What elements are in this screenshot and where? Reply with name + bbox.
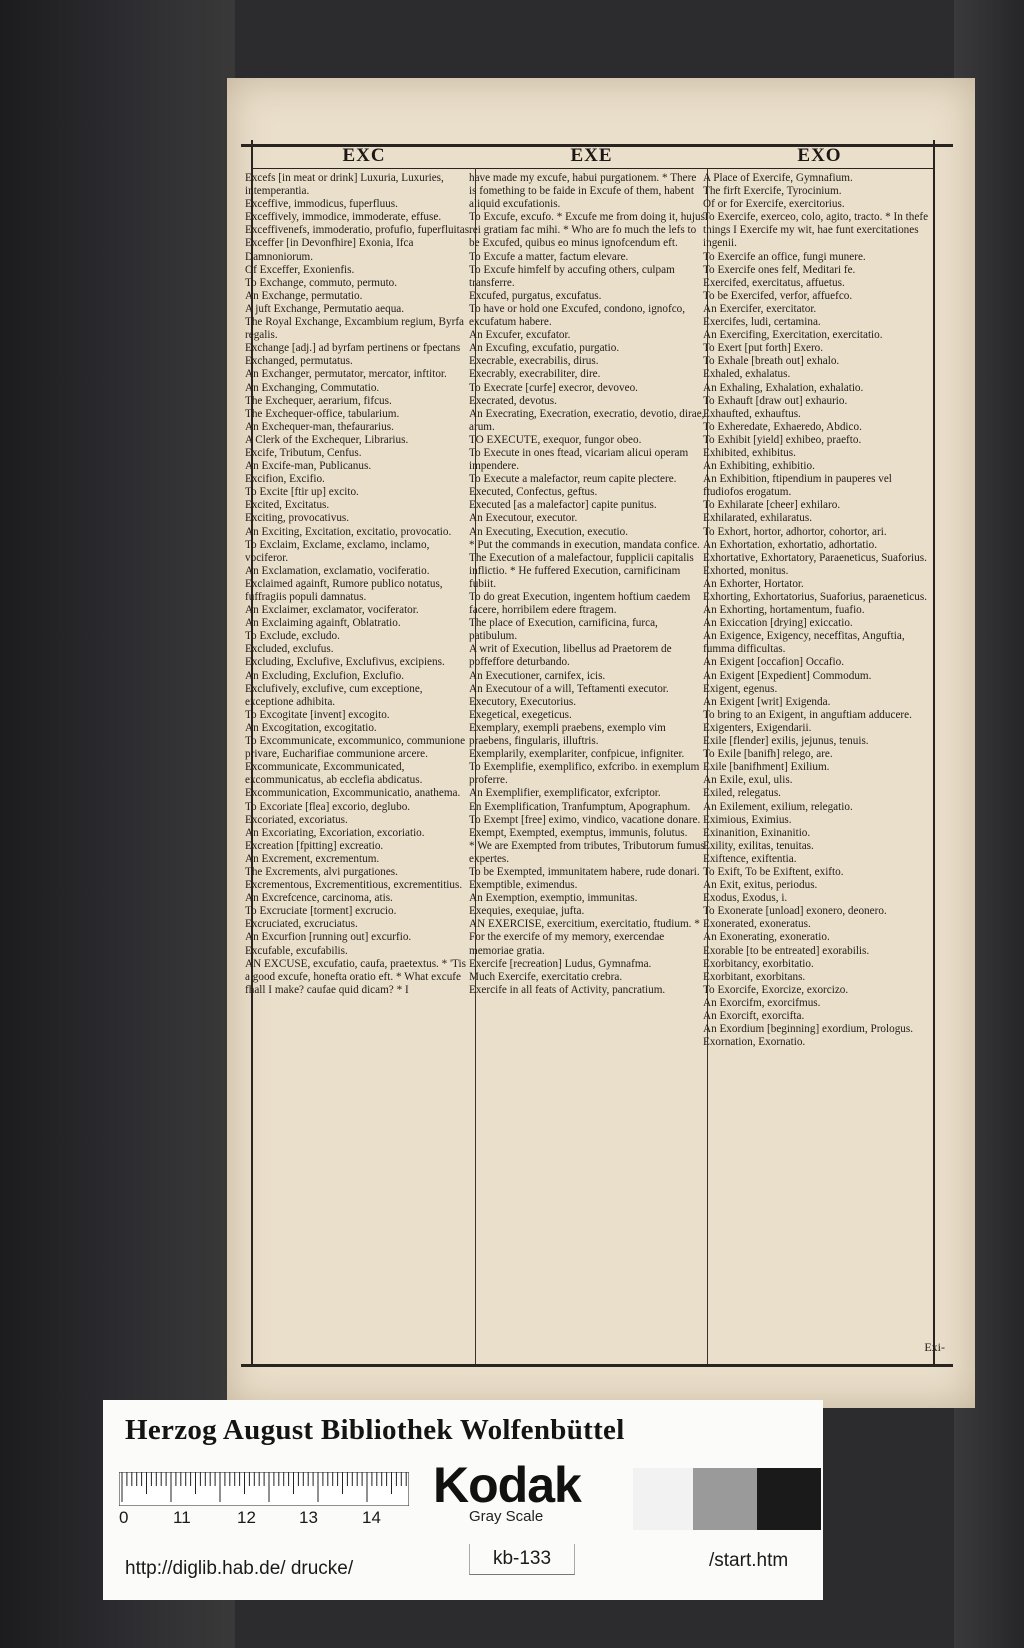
- dictionary-entry: Of Exceffer, Exonienfis.: [245, 263, 355, 276]
- dictionary-entry: The Royal Exchange, Excambium regium, Byrfa regalis.: [245, 316, 465, 342]
- dictionary-entry: A juft Exchange, Permutatio aequa.: [245, 302, 405, 315]
- dictionary-entry: Exonerated, exoneratus.: [703, 918, 811, 931]
- dictionary-entry: An Exorcift, exorcifta.: [703, 1010, 805, 1022]
- dictionary-entry: Excreation [fpitting] excreatio.: [245, 839, 384, 852]
- dictionary-entry: Execrably, execrabiliter, dire.: [469, 368, 601, 381]
- dictionary-entry: A writ of Execution, libellus ad Praetorem de poffeffore deturbando.: [469, 643, 672, 669]
- dictionary-entry: Exclufively, exclufive, cum exceptione, exceptione adhibita.: [245, 682, 423, 708]
- dictionary-entry: An Exigent [Expedient] Commodum.: [703, 669, 872, 682]
- dictionary-entry: The Excrements, alvi purgationes.: [245, 865, 398, 878]
- dictionary-entry: An Exchanging, Commutatio.: [245, 381, 380, 394]
- dictionary-entry: An Executing, Execution, executio.: [469, 525, 629, 538]
- dictionary-entry: An Executioner, carnifex, icis.: [469, 669, 606, 682]
- ruler-labels: [119, 1508, 409, 1530]
- dictionary-entry: Exercifed, exercitatus, affuetus.: [703, 276, 845, 289]
- running-head-center: EXE: [570, 145, 613, 166]
- dictionary-entry: Excluding, Exclufive, Exclufivus, excipiens.: [245, 656, 445, 669]
- dictionary-entry: Exiftence, exiftentia.: [703, 852, 797, 865]
- running-head-left: EXC: [342, 145, 386, 166]
- dictionary-entry: To Exercife ones felf, Meditari fe.: [703, 263, 856, 276]
- dictionary-entry: The Exchequer-office, tabularium.: [245, 407, 400, 420]
- dictionary-entry: To Excommunicate, excommunico, communione privare, Eucharifiae communione arcere.: [245, 735, 466, 761]
- dictionary-entry: An Excoriating, Excoriation, excoriatio.: [245, 826, 425, 839]
- dictionary-entry: Excommunication, Excommunicatio, anathema.: [245, 787, 461, 800]
- ruler-label: 14: [362, 1508, 381, 1527]
- dictionary-entry: To Exhibit [yield] exhibeo, praefto.: [703, 433, 862, 446]
- dictionary-entry: Exclaimed againft, Rumore publico notatus, fuffragiis populi damnatus.: [245, 577, 443, 603]
- shelf-code: kb-133: [469, 1544, 575, 1575]
- dictionary-entry: An Exemption, exemptio, immunitas.: [469, 892, 638, 905]
- dictionary-entry: Of or for Exercife, exercitorius.: [703, 198, 845, 211]
- dictionary-entry: An Exchequer-man, thefaurarius.: [245, 420, 394, 433]
- dictionary-entry: Execrable, execrabilis, dirus.: [469, 355, 599, 368]
- dictionary-entry: An Exclamation, exclamatio, vociferatio.: [245, 564, 430, 577]
- dictionary-entry: Execrated, devotus.: [469, 394, 557, 407]
- dictionary-entry: The firft Exercife, Tyrocinium.: [703, 185, 842, 198]
- dictionary-entry: A Clerk of the Exchequer, Librarius.: [245, 433, 409, 446]
- dictionary-entry: To do great Execution, ingentem hoftium caedem facere, horribilem edere ftragem.: [469, 591, 691, 617]
- dictionary-entry: To Exemplifie, exemplifico, exfcribo. in exemplum proferre.: [469, 761, 700, 787]
- dictionary-entry: To Exheredate, Exhaeredo, Abdico.: [703, 420, 862, 433]
- running-head-right: EXO: [797, 145, 842, 166]
- dictionary-entry: Exceffively, immodice, immoderate, effuse.: [245, 211, 442, 224]
- dictionary-entry: An Exclaimer, exclamator, vociferator.: [245, 604, 419, 617]
- dictionary-entry: An Exit, exitus, periodus.: [703, 879, 818, 892]
- dictionary-entry: Exemplary, exempli praebens, exemplo vim praebens, fingularis, illuftris.: [469, 721, 666, 748]
- dictionary-entry: The Exchequer, aerarium, fifcus.: [245, 394, 392, 407]
- dictionary-entry: To Exercife, exerceo, colo, agito, tracto. * In thefe things I Exercife my wit, hae funt exercitationes ingenii.: [703, 211, 929, 250]
- dictionary-entry: To be Exempted, immunitatem habere, rude donari.: [469, 865, 700, 878]
- dictionary-entry: To Exhilarate [cheer] exhilaro.: [703, 499, 841, 512]
- dictionary-entry: To Excufe a matter, factum elevare.: [469, 250, 629, 263]
- dictionary-entry: Excommunicate, Excommunicated, excommunicatus, ab ecclefia abdicatus.: [245, 761, 423, 787]
- dictionary-column-left: [245, 172, 473, 1362]
- dictionary-entry: To Exorcife, Exorcize, exorcizo.: [703, 983, 849, 996]
- dictionary-entry: An Excrefcence, carcinoma, atis.: [245, 892, 393, 905]
- dictionary-entry: Excoriated, excoriatus.: [245, 813, 348, 826]
- dictionary-entry: The Execution of a malefactour, fupplicii capitalis inflictio. * He fuffered Execution, carnificinam fubiit.: [469, 551, 694, 590]
- dictionary-entry: * Put the commands in execution, mandata confice.: [469, 538, 700, 551]
- dictionary-entry: To Excoriate [flea] excorio, deglubo.: [245, 800, 411, 813]
- dictionary-entry: have made my excufe, habui purgationem. * There is fomething to be faide in Excufe of them, habent aliquid excufationis.: [469, 172, 697, 211]
- dictionary-entry: To Excruciate [torment] excrucio.: [245, 905, 397, 918]
- dictionary-entry: To Exert [put forth] Exero.: [703, 342, 824, 355]
- dictionary-entry: An Excluding, Exclufion, Exclufio.: [245, 669, 405, 682]
- library-title: Herzog August Bibliothek Wolfenbüttel: [125, 1414, 625, 1446]
- dictionary-entry: Exempt, Exempted, exemptus, immunis, folutus.: [469, 826, 688, 839]
- dictionary-entry: Exiled, relegatus.: [703, 787, 781, 800]
- dictionary-entry: An Exilement, exilium, relegatio.: [703, 800, 853, 813]
- dictionary-entry: An Excrement, excrementum.: [245, 852, 380, 865]
- dictionary-entry: To Exclaim, Exclame, exclamo, inclamo, vociferor.: [245, 538, 430, 564]
- dictionary-entry: Exequies, exequiae, jufta.: [469, 905, 585, 918]
- dictionary-entry: An Exonerating, exoneratio.: [703, 931, 830, 944]
- kodak-logo: Kodak: [433, 1457, 581, 1513]
- dictionary-entry: To Execrate [curfe] execror, devoveo.: [469, 381, 638, 394]
- dictionary-entry: Excife, Tributum, Cenfus.: [245, 446, 362, 459]
- dictionary-entry: To Exempt [free] eximo, vindico, vacatione donare.: [469, 813, 701, 826]
- dictionary-entry: An Executour of a will, Teftamenti executor.: [469, 682, 669, 695]
- dictionary-entry: Exhaufted, exhauftus.: [703, 407, 801, 420]
- dictionary-entry: Executed [as a malefactor] capite punitus.: [469, 499, 657, 512]
- dictionary-entry: Excifion, Excifio.: [245, 473, 325, 486]
- dictionary-entry: Exhaled, exhalatus.: [703, 368, 791, 381]
- dictionary-entry: Excufable, excufabilis.: [245, 944, 348, 957]
- dictionary-entry: An Exclaiming againft, Oblatratio.: [245, 617, 401, 630]
- dictionary-entry: To Execute in ones ftead, vicariam alicui operam impendere.: [469, 446, 689, 473]
- dictionary-entry: Exinanition, Exinanitio.: [703, 826, 811, 839]
- dictionary-entry: An Exchanger, permutator, mercator, inftitor.: [245, 368, 447, 381]
- dictionary-entry: To Exhale [breath out] exhalo.: [703, 355, 840, 368]
- dictionary-entry: Exorable [to be entreated] exorabilis.: [703, 944, 870, 957]
- dictionary-entry: Exile [flender] exilis, jejunus, tenuis.: [703, 735, 869, 748]
- dictionary-entry: An Excufing, excufatio, purgatio.: [469, 342, 620, 355]
- dictionary-entry: An Exciting, Excitation, excitatio, provocatio.: [245, 525, 452, 538]
- dictionary-entry: An Exordium [beginning] exordium, Prologus.: [703, 1023, 914, 1036]
- dictionary-entry: Excruciated, excruciatus.: [245, 918, 358, 931]
- ruler-label: 13: [299, 1508, 318, 1527]
- dictionary-entry: To Exift, To be Exiftent, exifto.: [703, 865, 844, 878]
- dictionary-entry: An Excife-man, Publicanus.: [245, 460, 372, 473]
- dictionary-entry: Exciting, provocativus.: [245, 512, 350, 525]
- dictionary-entry: An Excurfion [running out] excurfio.: [245, 931, 412, 944]
- dictionary-entry: Exorbitant, exorbitans.: [703, 970, 806, 983]
- dictionary-entry: Excrementous, Excrementitious, excrementitius.: [245, 879, 463, 892]
- dictionary-entry: TO EXECUTE, exequor, fungor obeo.: [469, 433, 642, 446]
- dictionary-entry: Exorbitancy, exorbitatio.: [703, 957, 814, 970]
- dictionary-entry: Exceffer [in Devonfhire] Exonia, Ifca Damnoniorum.: [245, 237, 414, 263]
- dictionary-entry: To Exonerate [unload] exonero, deonero.: [703, 905, 887, 918]
- dictionary-entry: Exigenters, Exigendarii.: [703, 721, 812, 734]
- dictionary-entry: To Exercife an office, fungi munere.: [703, 250, 866, 263]
- dictionary-entry: An Execrating, Execration, execratio, devotio, dirae, arum.: [469, 407, 705, 433]
- dictionary-entry: An Excufer, excufator.: [469, 329, 571, 342]
- ruler-label: 0: [119, 1508, 129, 1527]
- dictionary-entry: Exercife [recreation] Ludus, Gymnafma.: [469, 957, 652, 970]
- dictionary-entry: An Exercifer, exercitator.: [703, 302, 817, 315]
- book-page: [227, 78, 975, 1408]
- dictionary-entry: * We are Exempted from tributes, Tributorum fumus expertes.: [469, 839, 705, 865]
- dictionary-entry: The place of Execution, carnificina, furca, patibulum.: [469, 617, 658, 643]
- dictionary-entry: An Exercifing, Exercitation, exercitatio.: [703, 329, 883, 342]
- dictionary-column-center: [469, 172, 705, 1362]
- dictionary-entry: An Exigent [occafion] Occafio.: [703, 656, 845, 669]
- ruler-scale: [119, 1472, 409, 1506]
- header-rule: [251, 168, 935, 169]
- dictionary-entry: Much Exercife, exercitatio crebra.: [469, 970, 623, 983]
- dictionary-entry: An Exhorting, hortamentum, fuafio.: [703, 604, 865, 617]
- bottom-rule: [241, 1364, 953, 1367]
- dictionary-entry: To have or hold one Excufed, condono, ignofco, excufatum habere.: [469, 302, 686, 329]
- dictionary-entry: Exceffivenefs, immoderatio, profufio, fuperfluitas.: [245, 224, 472, 237]
- catchword: Exi-: [924, 1340, 945, 1354]
- dictionary-entry: An Excogitation, excogitatio.: [245, 721, 377, 734]
- gray-scale-patches: [633, 1468, 821, 1530]
- dictionary-entry: An Exemplifier, exemplificator, exfcriptor.: [469, 787, 661, 800]
- dictionary-entry: An Exorcifm, exorcifmus.: [703, 996, 821, 1009]
- dictionary-entry: Exhilarated, exhilaratus.: [703, 512, 813, 525]
- dictionary-entry: Exodus, Exodus, i.: [703, 892, 788, 905]
- dictionary-entry: Exercife in all feats of Activity, pancratium.: [469, 983, 666, 996]
- dictionary-entry: Exhibited, exhibitus.: [703, 446, 796, 459]
- dictionary-entry: An Exchange, permutatio.: [245, 289, 363, 302]
- dictionary-entry: Exchanged, permutatus.: [245, 355, 353, 368]
- dictionary-entry: Excluded, exclufus.: [245, 643, 334, 656]
- dictionary-entry: An Exile, exul, ulis.: [703, 774, 793, 787]
- start-page-url: /start.htm: [709, 1550, 789, 1571]
- dictionary-entry: To Exchange, commuto, permuto.: [245, 276, 398, 289]
- dictionary-entry: An Exhibiting, exhibitio.: [703, 460, 815, 473]
- dictionary-entry: Exegetical, exegeticus.: [469, 708, 572, 721]
- dictionary-entry: Exility, exilitas, tenuitas.: [703, 839, 814, 852]
- dictionary-entry: Exchange [adj.] ad byrfam pertinens or fpectans: [245, 342, 461, 355]
- dictionary-entry: To Excufe, excufo. * Excufe me from doing it, hujus rei gratiam fac mihi. * Who are fo much the lefs to be Excufed, quibus eo minus ignofcendum eft.: [469, 211, 705, 250]
- dictionary-entry: Executory, Executorius.: [469, 695, 577, 708]
- dictionary-entry: Exornation, Exornatio.: [703, 1036, 806, 1049]
- dictionary-entry: An Exiccation [drying] exiccatio.: [703, 617, 853, 630]
- dictionary-entry: A Place of Exercife, Gymnafium.: [703, 172, 853, 184]
- dictionary-column-right: [703, 172, 931, 1362]
- dictionary-entry: Excufed, purgatus, excufatus.: [469, 289, 602, 302]
- dictionary-entry: Executed, Confectus, geftus.: [469, 486, 598, 499]
- gray-scale-label: Gray Scale: [469, 1508, 544, 1525]
- dictionary-entry: An Exigence, Exigency, neceffitas, Anguftia, fumma difficultas.: [703, 630, 905, 656]
- dictionary-entry: Excited, Excitatus.: [245, 499, 330, 512]
- dictionary-entry: To Excite [ftir up] excito.: [245, 486, 359, 499]
- dictionary-entry: To be Exercifed, verfor, affuefco.: [703, 289, 853, 302]
- dictionary-entry: AN EXCUSE, excufatio, caufa, praetextus. * 'Tis a good excufe, honefta oratio eft. * What excufe fhall I make? caufae quid dicam? * I: [245, 957, 466, 996]
- dictionary-entry: An Exhorter, Hortator.: [703, 577, 804, 590]
- dictionary-entry: Exigent, egenus.: [703, 682, 778, 695]
- dictionary-entry: Eximious, Eximius.: [703, 813, 792, 826]
- ruler-label: 11: [173, 1508, 191, 1527]
- dictionary-entry: Exceffive, immodicus, fuperfluus.: [245, 198, 398, 211]
- ruler-label: 12: [237, 1508, 256, 1527]
- dictionary-entry: Exemplarily, exemplariter, confpicue, infigniter.: [469, 748, 685, 761]
- dictionary-entry: Excefs [in meat or drink] Luxuria, Luxuries, intemperantia.: [245, 172, 444, 198]
- dictionary-entry: Exercifes, ludi, certamina.: [703, 316, 821, 329]
- dictionary-entry: To Excogitate [invent] excogito.: [245, 708, 390, 721]
- dictionary-entry: To Exclude, excludo.: [245, 630, 340, 643]
- digital-library-url: http://diglib.hab.de/ drucke/: [125, 1558, 354, 1579]
- dictionary-entry: An Exhortation, exhortatio, adhortatio.: [703, 538, 877, 551]
- dictionary-entry: To bring to an Exigent, in anguftiam adducere.: [703, 708, 912, 721]
- dictionary-entry: An Executour, executor.: [469, 512, 578, 525]
- dictionary-entry: To Exhauft [draw out] exhaurio.: [703, 394, 848, 407]
- dictionary-entry: To Exhort, hortor, adhortor, cohortor, ari.: [703, 525, 887, 538]
- dictionary-entry: Exile [banifhment] Exilium.: [703, 761, 830, 774]
- dictionary-entry: En Exemplification, Tranfumptum, Apographum.: [469, 800, 691, 813]
- dictionary-entry: AN EXERCISE, exercitium, exercitatio, ftudium. * For the exercife of my memory, exercendae memoriae gratia.: [469, 918, 700, 957]
- dictionary-entry: An Exhibition, ftipendium in pauperes vel ftudiofos erogatum.: [703, 473, 892, 499]
- dictionary-entry: To Exile [banifh] relego, are.: [703, 748, 833, 761]
- dictionary-entry: To Excufe himfelf by accufing others, culpam transferre.: [469, 263, 675, 289]
- dictionary-entry: Exhortative, Exhortatory, Paraeneticus, Suaforius.: [703, 551, 927, 564]
- dictionary-entry: Exhorting, Exhortatorius, Suaforius, paraeneticus.: [703, 591, 928, 603]
- dictionary-entry: Exhorted, monitus.: [703, 564, 789, 577]
- dictionary-entry: An Exhaling, Exhalation, exhalatio.: [703, 381, 864, 394]
- dictionary-entry: An Exigent [writ] Exigenda.: [703, 695, 831, 708]
- dictionary-entry: To Execute a malefactor, reum capite plectere.: [469, 473, 677, 486]
- library-color-card: [103, 1400, 823, 1600]
- dictionary-entry: Exemptible, eximendus.: [469, 879, 578, 892]
